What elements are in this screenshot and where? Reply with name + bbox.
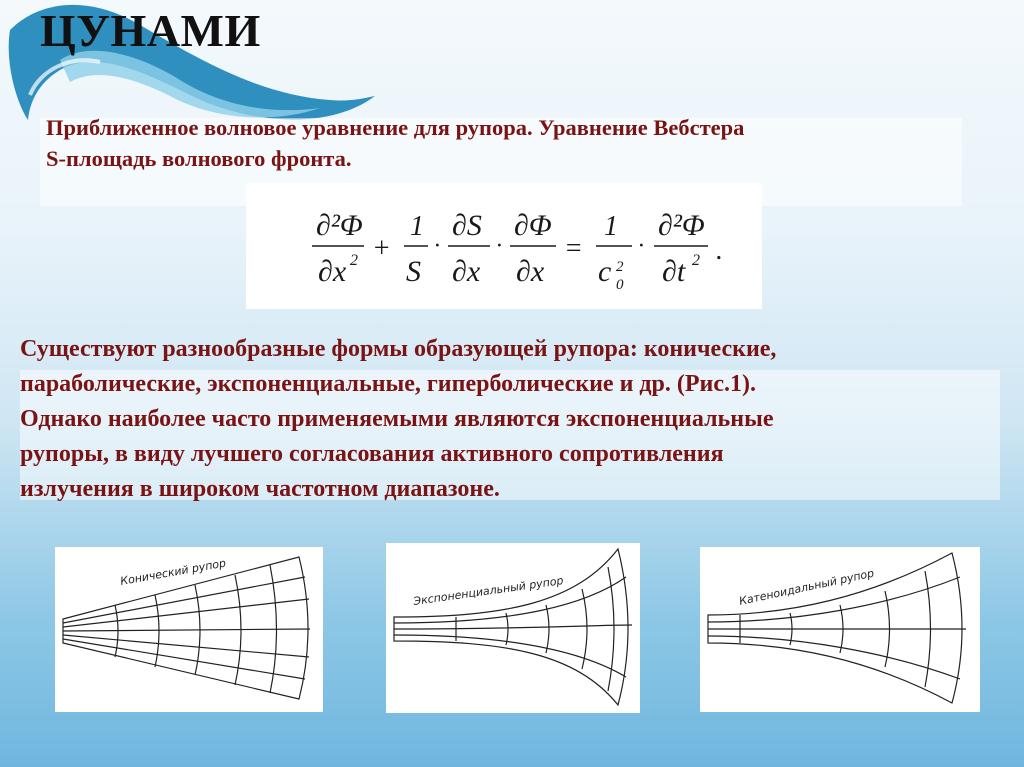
svg-text:2: 2 — [350, 252, 358, 269]
body-line: рупоры, в виду лучшего согласования активного сопротивления — [20, 441, 724, 467]
figure-conical-horn — [55, 547, 323, 712]
svg-text:·: · — [496, 233, 502, 259]
body-line: Однако наиболее часто применяемыми являются экспоненциальные — [20, 406, 774, 432]
formula-dphi: ∂Φ — [514, 209, 552, 242]
intro-line: Приближенное волновое уравнение для рупора. Уравнение Вебстера — [46, 115, 745, 140]
formula-one-rhs: 1 — [604, 211, 618, 242]
figure-exponential-horn — [386, 543, 640, 713]
body-line: излучения в широком частотном диапазоне. — [20, 476, 500, 502]
intro-line: S-площадь волнового фронта. — [46, 146, 352, 171]
svg-text:·: · — [434, 233, 440, 259]
formula-lhs-numerator: ∂²Φ — [316, 209, 363, 242]
body-line: параболические, экспоненциальные, гиперболические и др. (Рис.1). — [20, 371, 757, 397]
svg-text:.: . — [716, 235, 723, 266]
formula-ds: ∂S — [452, 209, 482, 242]
formula-c0: c — [598, 255, 612, 288]
conical-horn-drawing — [55, 547, 323, 712]
conical-horn-label: Конический рупор — [119, 556, 227, 588]
formula-s: S — [406, 255, 421, 288]
svg-text:=: = — [564, 233, 583, 264]
body-line: Существуют разнообразные формы образующей рупора: конические, — [20, 336, 777, 362]
catenoidal-horn-label: Катеноидальный рупор — [737, 566, 876, 608]
webster-equation — [246, 183, 762, 309]
svg-text:0: 0 — [616, 277, 624, 293]
slide-title: ЦУНАМИ — [40, 5, 261, 56]
formula-one: 1 — [410, 211, 424, 242]
svg-text:+: + — [372, 233, 391, 264]
catenoidal-horn-drawing — [700, 547, 980, 712]
svg-text:2: 2 — [692, 252, 700, 269]
formula-dx: ∂x — [452, 255, 481, 288]
formula-lhs-denominator: ∂x — [318, 255, 347, 288]
figure-catenoidal-horn — [700, 547, 980, 712]
exponential-horn-label: Экспоненциальный рупор — [412, 574, 565, 608]
intro-text — [46, 112, 946, 174]
svg-text:2: 2 — [616, 259, 624, 275]
formula-dx2: ∂x — [516, 255, 545, 288]
formula-rhs-numerator: ∂²Φ — [658, 209, 705, 242]
body-text — [20, 332, 1000, 507]
formula-dt: ∂t — [662, 255, 686, 288]
svg-text:·: · — [638, 233, 644, 259]
exponential-horn-drawing — [386, 543, 640, 713]
